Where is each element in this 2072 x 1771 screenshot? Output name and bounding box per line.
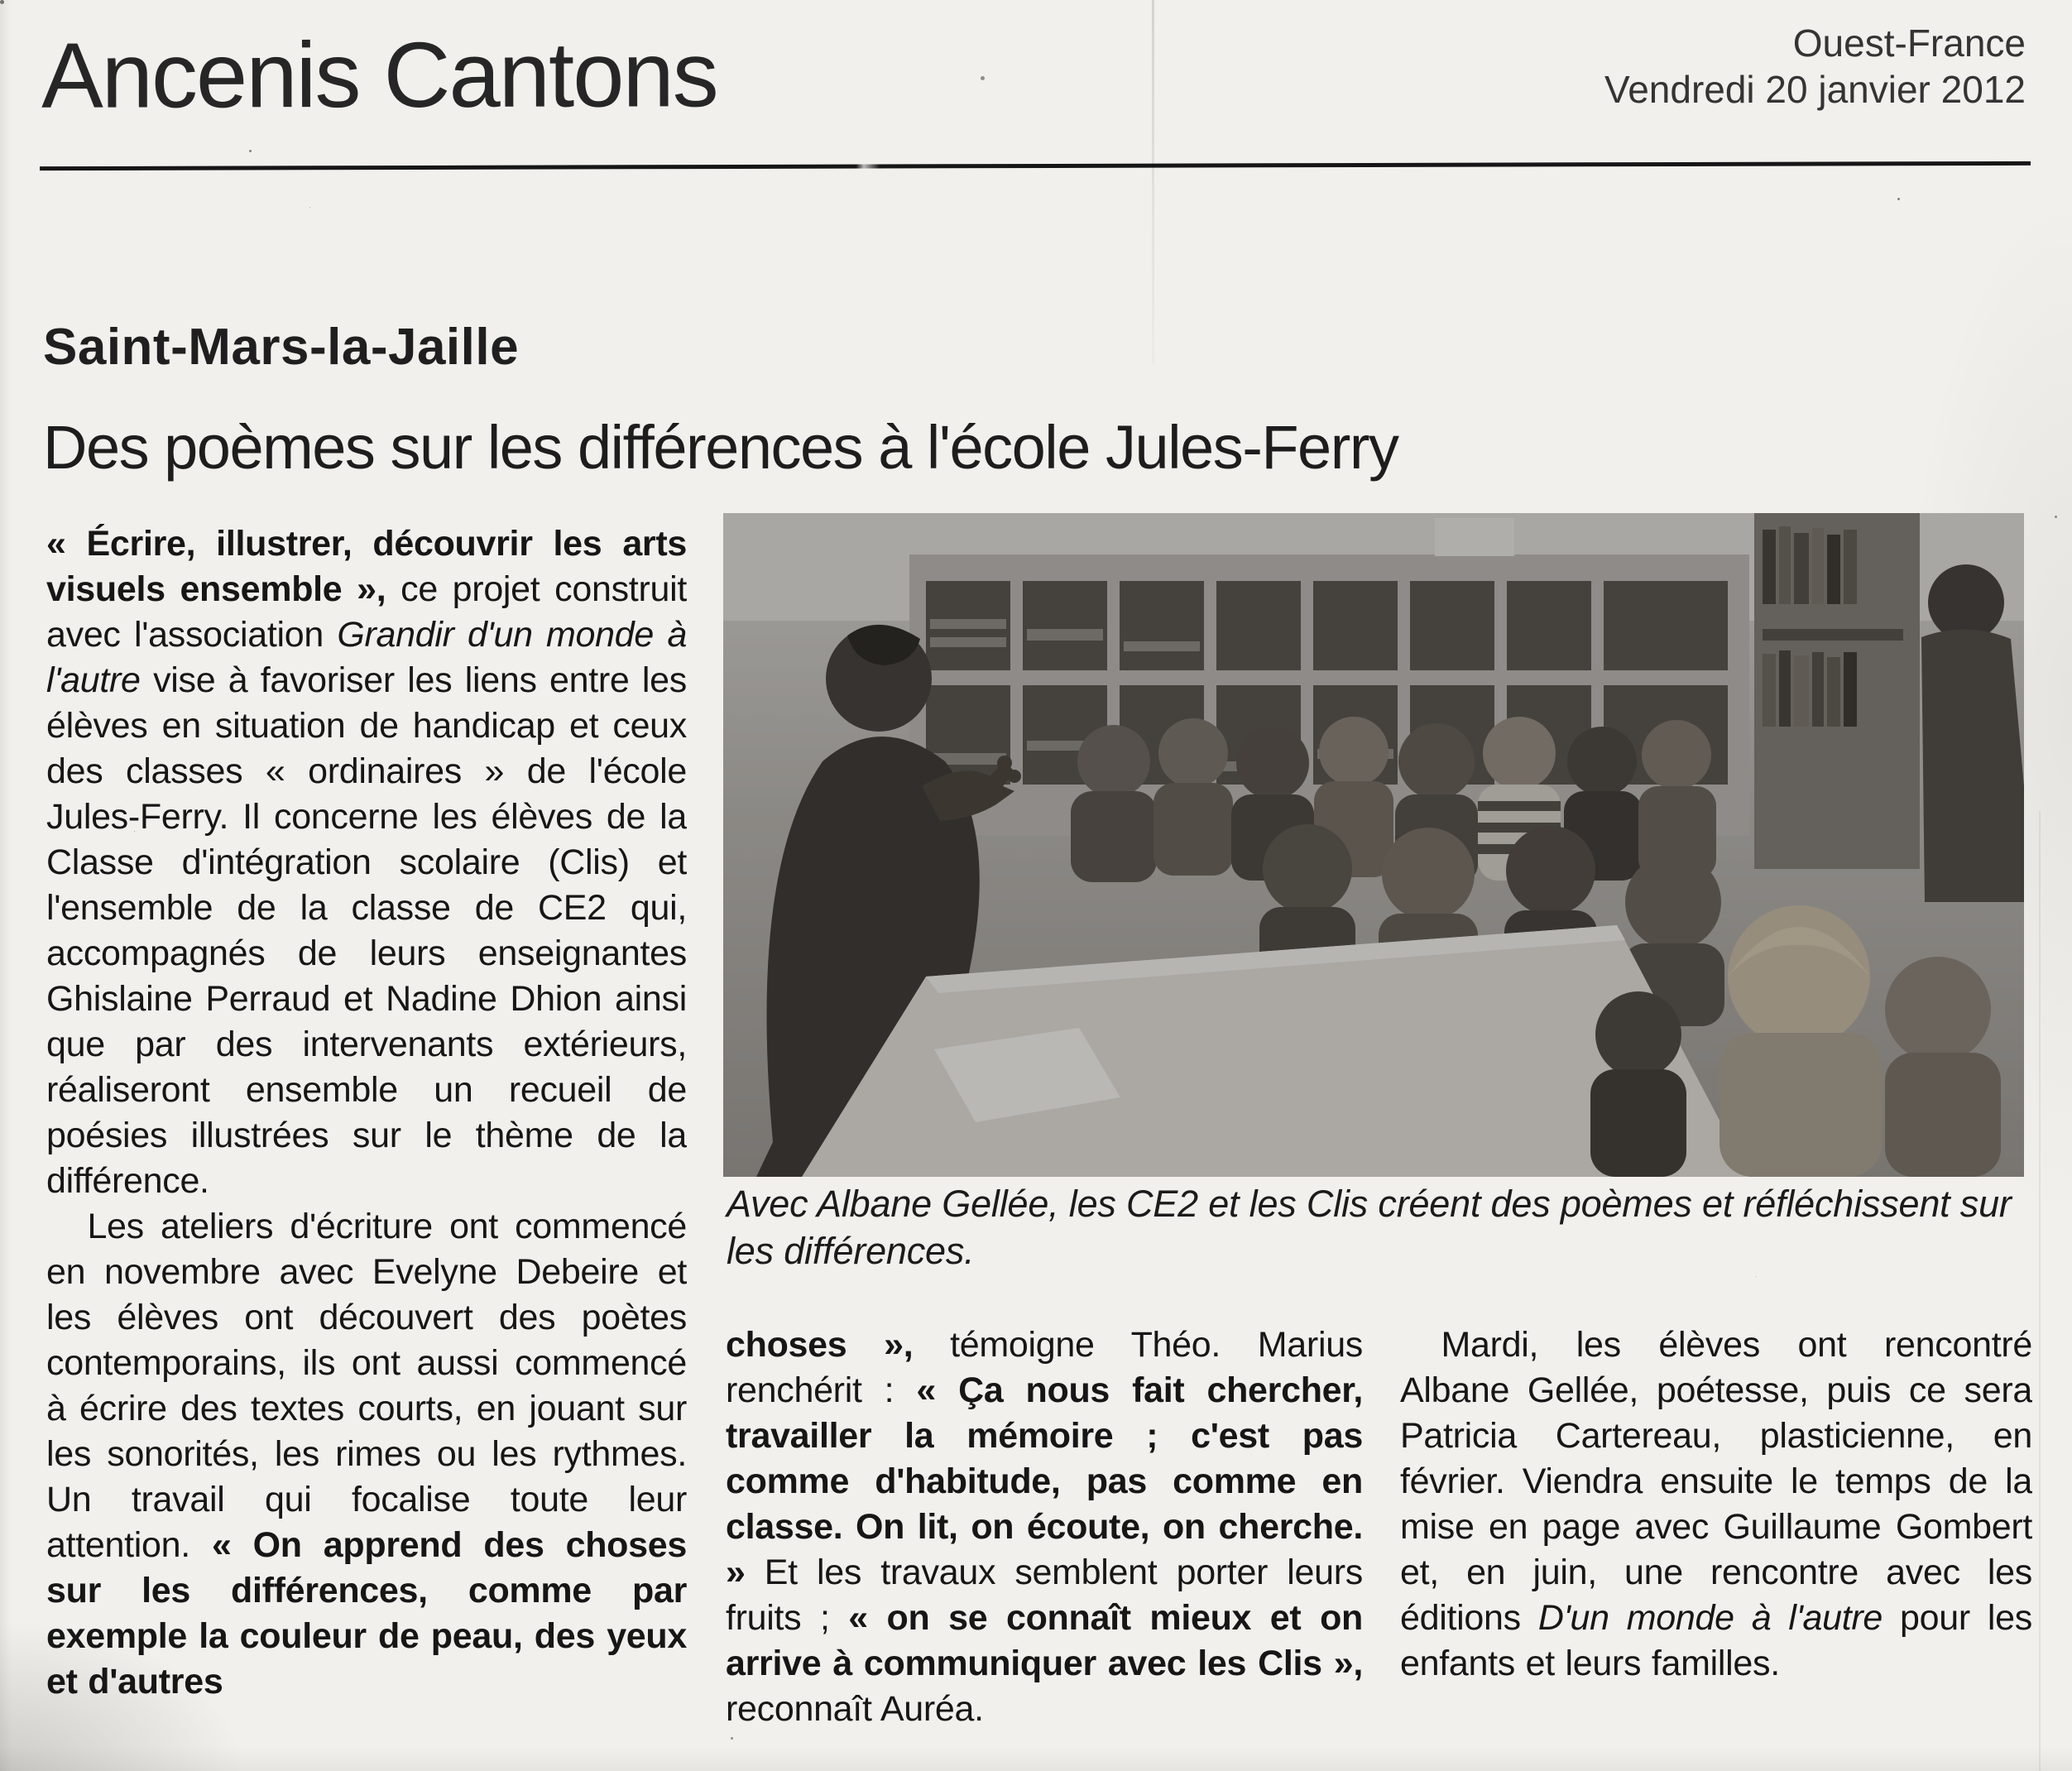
photo-grain-overlay	[723, 513, 2024, 1177]
article-photo	[723, 513, 2024, 1177]
masthead-date: Vendredi 20 janvier 2012	[1604, 68, 2026, 112]
paper-fold-crease	[1152, 0, 1154, 364]
article-kicker: Saint-Mars-la-Jaille	[43, 319, 520, 376]
paper-fold-crease-right	[2039, 811, 2041, 1771]
article-column-middle: choses », témoigne Théo. Marius renchérit : « Ça nous fait chercher, travailler la mémoire ; c'est pas comme d'habitude, pas comme en classe. On lit, on écoute, on cherche. » Et les travaux semblent porter leurs fruits ; « on se connaît mieux et on arrive à communiquer avec les Clis », reconnaît Auréa.	[726, 1325, 1363, 1729]
article-column-left: « Écrire, illustrer, découvrir les arts visuels ensemble », ce projet construit avec l'association Grandir d'un monde à l'autre vise à favoriser les liens entre les élèves en situation de handicap et ceux des classes « ordinaires » de l'école Jules-Ferry. Il concerne les élèves de la Classe d'intégration scolaire (Clis) et l'ensemble de la classe de CE2 qui, accompagnés de leurs enseignantes Ghislaine Perraud et Nadine Dhion ainsi que par des intervenants extérieurs, réaliseront ensemble un recueil de poésies illustrées sur le thème de la différence. Les ateliers d'écriture ont commencé en novembre avec Evelyne Debeire et les élèves ont découvert des poètes contemporains, ils ont aussi commencé à écrire des textes courts, en jouant sur les sonorités, les rimes ou les rythmes. Un travail qui focalise toute leur attention. « On apprend des choses sur les différences, comme par exemple la couleur de peau, des yeux et d'autres	[46, 524, 687, 1701]
article-headline: Des poèmes sur les différences à l'école Jules-Ferry	[43, 413, 1398, 482]
masthead-paper-name: Ouest-France	[1792, 22, 2026, 65]
masthead-rule	[40, 161, 2031, 170]
masthead-info	[1364, 20, 2026, 113]
masthead-section-title: Ancenis Cantons	[41, 22, 717, 127]
article-column-right: Mardi, les élèves ont rencontré Albane Gellée, poétesse, puis ce sera Patricia Cartereau, plasticienne, en février. Viendra ensuite le temps de la mise en page avec Guillaume Gombert et, en juin, une rencontre avec les éditions D'un monde à l'autre pour les enfants et leurs familles.	[1400, 1325, 2032, 1683]
photo-caption: Avec Albane Gellée, les CE2 et les Clis créent des poèmes et réfléchissent sur les différences.	[727, 1183, 2012, 1272]
paper-speck	[445, 248, 457, 263]
scan-dust-specks	[0, 0, 4, 4]
classroom-photo-illustration	[723, 513, 2024, 1177]
